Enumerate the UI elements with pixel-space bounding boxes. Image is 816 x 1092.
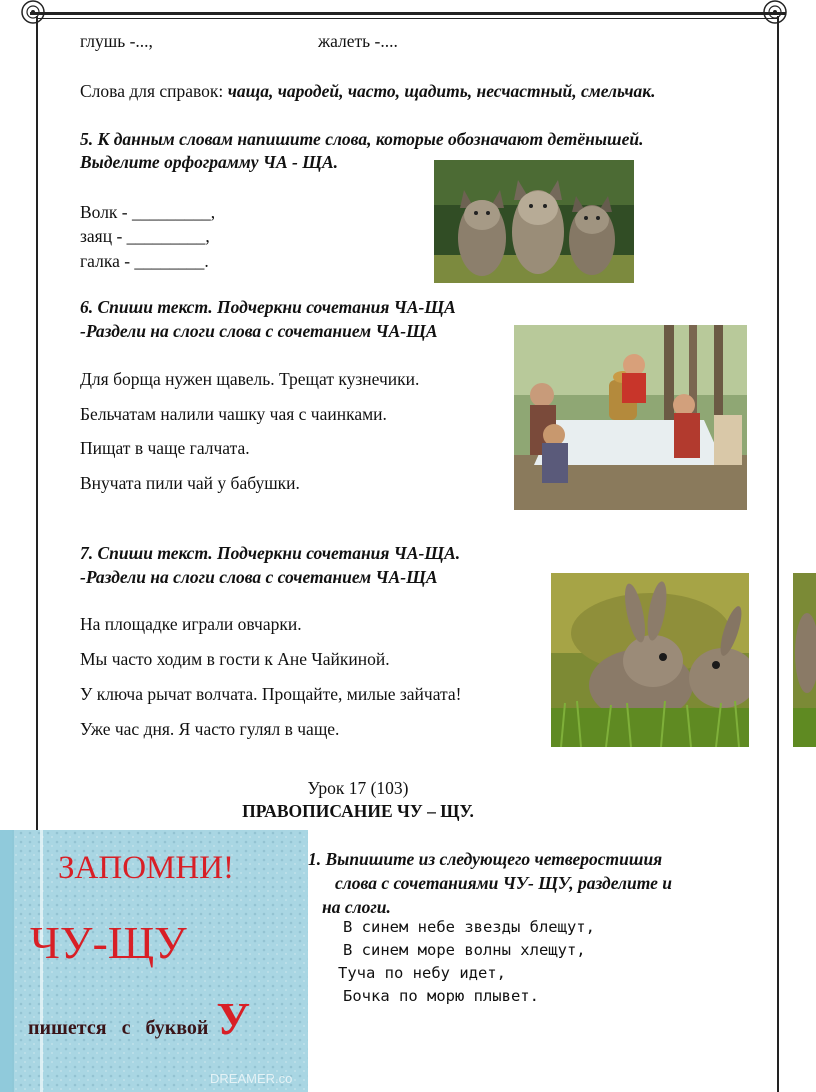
frame-right-line (777, 16, 779, 1092)
poster-chu-shchu: ЧУ-ЩУ (30, 917, 187, 968)
poem-line-1: В синем небе звезды блещут, (343, 918, 595, 936)
poem-line-3: Туча по небу идет, (338, 964, 506, 982)
task1-heading-1: 1. Выпишите из следующего четверостишия (308, 849, 663, 869)
task5-item-hare: заяц - _________, (80, 226, 210, 246)
reference-words (80, 80, 656, 102)
task6-heading-1: 6. Спиши текст. Подчеркни сочетания ЧА-ЩА (80, 297, 456, 317)
poem-line-2: В синем море волны хлещут, (343, 941, 586, 959)
poster-rule-text: пишется с буквой (28, 1017, 209, 1039)
task6-heading-2: -Раздели на слоги слова с сочетанием ЧА-ЩА (80, 321, 438, 341)
task6-sentence-3: Пищат в чаще галчата. (80, 438, 250, 458)
task7-heading-2: -Раздели на слоги слова с сочетанием ЧА-ЩА (80, 567, 438, 587)
task7-sentence-1: На площадке играли овчарки. (80, 614, 302, 634)
task5-item-jackdaw: галка - ________. (80, 251, 209, 271)
task7-sentence-4: Уже час дня. Я часто гулял в чаще. (80, 719, 340, 739)
frame-top-line-inner (38, 18, 778, 19)
lesson-title: ПРАВОПИСАНИЕ ЧУ – ЩУ. (242, 801, 474, 821)
tea-party-illustration (514, 325, 747, 510)
reference-label: Слова для справок: (80, 81, 228, 101)
task1-heading-2: слова с сочетаниями ЧУ- ЩУ, разделите и (335, 873, 673, 893)
task7-sentence-3: У ключа рычат волчата. Прощайте, милые зайчата! (80, 684, 462, 704)
remember-poster (0, 830, 308, 1092)
reference-list: чаща, чародей, часто, щадить, несчастный, смельчак. (227, 81, 656, 101)
task5-heading-1: 5. К данным словам напишите слова, которые обозначают детёнышей. (80, 129, 644, 149)
poster-letter-u: У (216, 993, 251, 1044)
task6-sentence-2: Бельчатам налили чашку чая с чаинками. (80, 404, 387, 424)
poster-left-stripe (0, 830, 12, 1092)
poster-watermark: DREAMER.co (210, 1071, 293, 1086)
task6-sentence-4: Внучата пили чай у бабушки. (80, 473, 300, 493)
frame-top-line (30, 12, 786, 15)
task1-heading-3: на слоги. (322, 897, 391, 917)
edge-photo-fragment (793, 573, 816, 747)
poster-rule (28, 992, 250, 1045)
poster-remember: ЗАПОМНИ! (58, 850, 235, 886)
lesson-number: Урок 17 (103) (307, 778, 409, 798)
task5-item-wolf: Волк - _________, (80, 202, 216, 222)
poem-line-4: Бочка по морю плывет. (343, 987, 539, 1005)
word-gap-right: жалеть -.... (318, 31, 398, 51)
rabbits-photo (551, 573, 749, 747)
task7-heading-1: 7. Спиши текст. Подчеркни сочетания ЧА-ЩА. (80, 543, 461, 563)
wolf-cubs-photo (434, 160, 634, 283)
task5-heading-2: Выделите орфограмму ЧА - ЩА. (80, 152, 339, 172)
word-gap-left: глушь -..., (80, 31, 153, 51)
task6-sentence-1: Для борща нужен щавель. Трещат кузнечики. (80, 369, 420, 389)
corner-ornament-icon (758, 0, 792, 34)
task7-sentence-2: Мы часто ходим в гости к Ане Чайкиной. (80, 649, 390, 669)
corner-ornament-icon (16, 0, 50, 34)
